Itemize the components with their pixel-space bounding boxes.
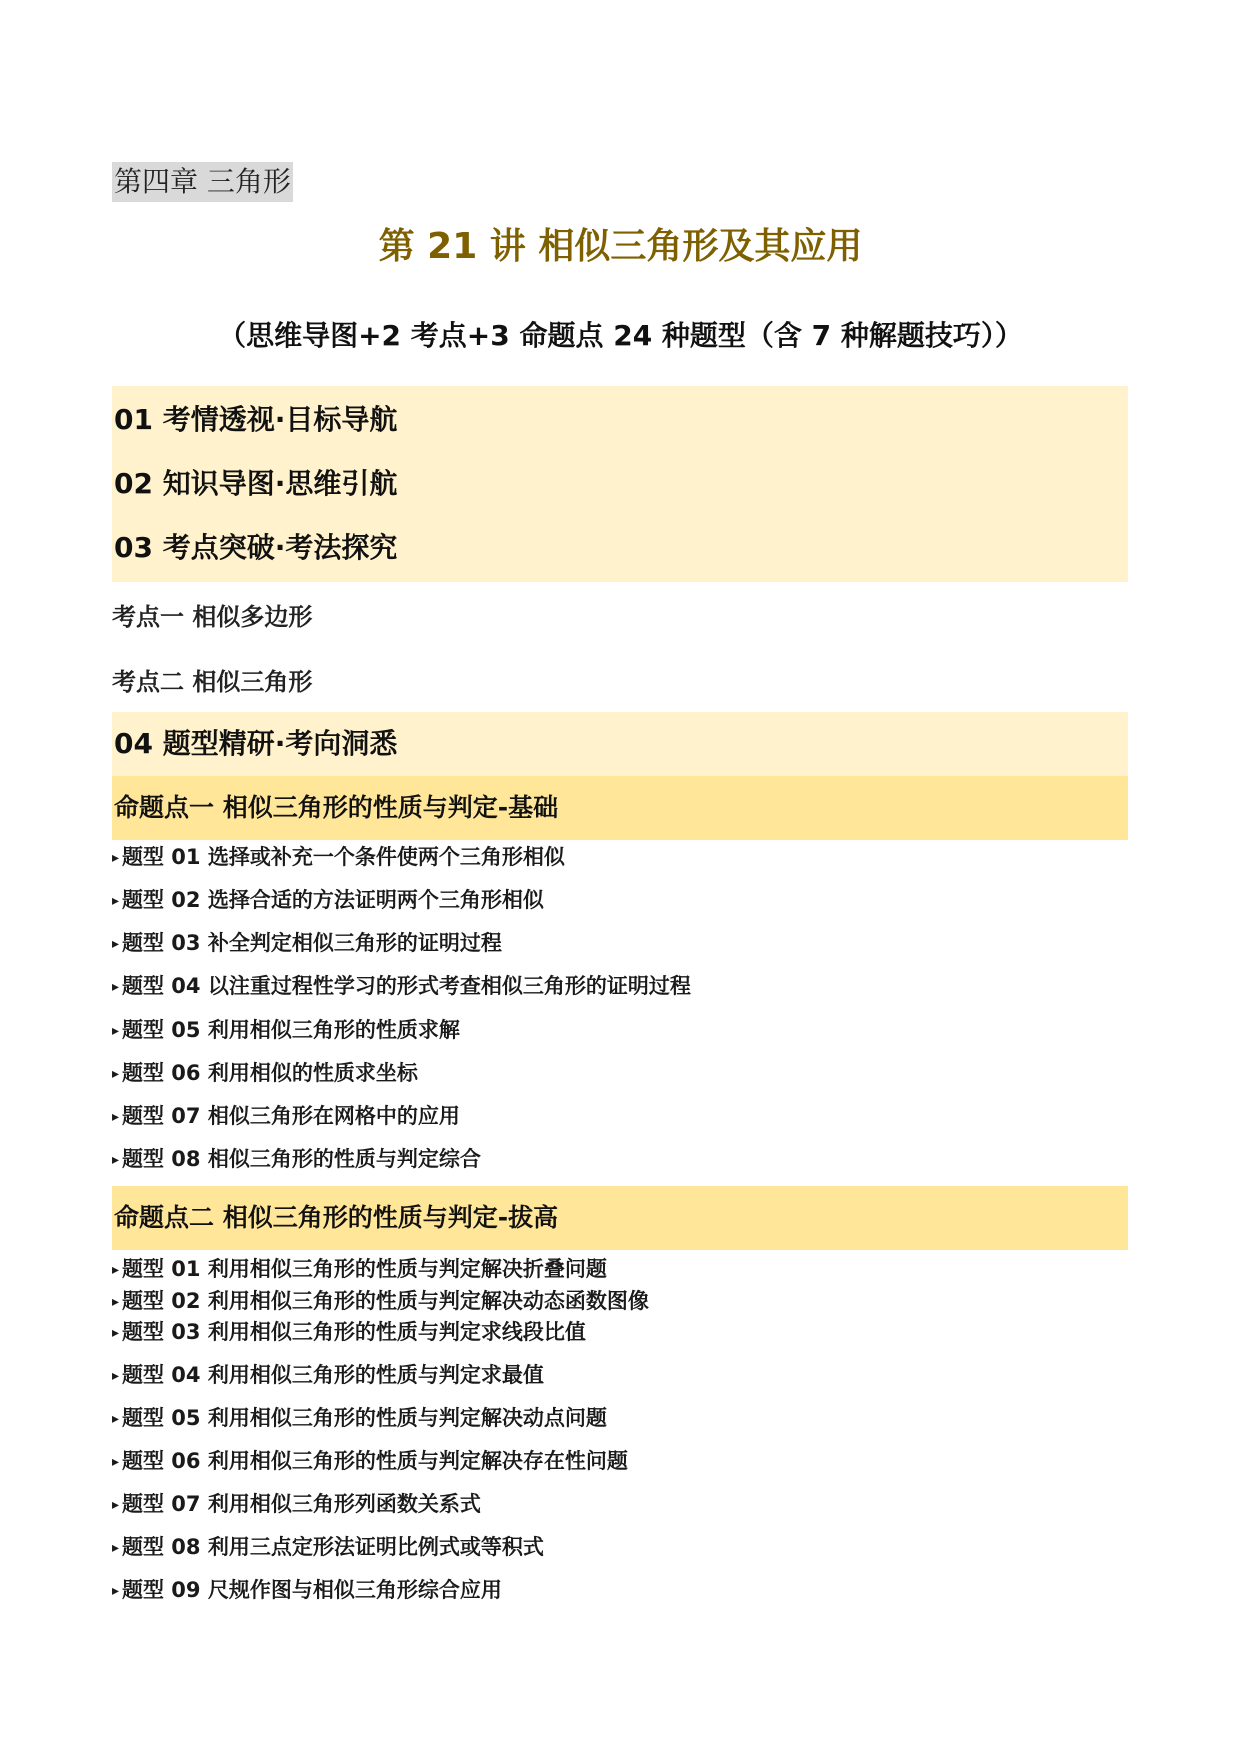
bullet-triangle-icon: ▸ (112, 1325, 120, 1341)
question-type-label: 题型 02 选择合适的方法证明两个三角形相似 (122, 888, 544, 912)
question-type-item[interactable] (112, 1144, 481, 1175)
question-type-item[interactable] (112, 1575, 502, 1606)
question-type-label: 题型 05 利用相似三角形的性质与判定解决动点问题 (122, 1406, 607, 1430)
bullet-triangle-icon: ▸ (112, 1109, 120, 1125)
question-type-label: 题型 03 利用相似三角形的性质与判定求线段比值 (122, 1320, 586, 1344)
bullet-triangle-icon: ▸ (112, 1454, 120, 1470)
bullet-triangle-icon: ▸ (112, 1368, 120, 1384)
question-type-label: 题型 01 选择或补充一个条件使两个三角形相似 (122, 845, 565, 869)
section-01[interactable]: 01 考情透视·目标导航 (114, 403, 398, 436)
question-type-item[interactable] (112, 928, 502, 959)
section-03[interactable]: 03 考点突破·考法探究 (114, 531, 398, 564)
section-04-band (112, 712, 1128, 776)
question-type-label: 题型 06 利用相似三角形的性质与判定解决存在性问题 (122, 1449, 628, 1473)
question-type-item[interactable] (112, 1254, 607, 1285)
section-04[interactable]: 04 题型精研·考向洞悉 (114, 727, 398, 760)
bullet-triangle-icon: ▸ (112, 1411, 120, 1427)
question-type-item[interactable] (112, 842, 565, 873)
question-type-label: 题型 01 利用相似三角形的性质与判定解决折叠问题 (122, 1257, 607, 1281)
section-02[interactable]: 02 知识导图·思维引航 (114, 467, 398, 500)
overview-sections-band (112, 386, 1128, 582)
question-type-label: 题型 04 以注重过程性学习的形式考查相似三角形的证明过程 (122, 974, 691, 998)
question-type-item[interactable] (112, 1101, 460, 1132)
question-type-item[interactable] (112, 1403, 607, 1434)
bullet-triangle-icon: ▸ (112, 1540, 120, 1556)
bullet-triangle-icon: ▸ (112, 1497, 120, 1513)
question-type-label: 题型 05 利用相似三角形的性质求解 (122, 1018, 460, 1042)
bullet-triangle-icon: ▸ (112, 1066, 120, 1082)
question-type-label: 题型 08 利用三点定形法证明比例式或等积式 (122, 1535, 544, 1559)
question-type-label: 题型 03 补全判定相似三角形的证明过程 (122, 931, 502, 955)
bullet-triangle-icon: ▸ (112, 1262, 120, 1278)
question-type-item[interactable] (112, 1532, 544, 1563)
mingti-2-heading[interactable]: 命题点二 相似三角形的性质与判定-拔高 (112, 1186, 1128, 1250)
lecture-subtitle: （思维导图+2 考点+3 命题点 24 种题型（含 7 种解题技巧）） (218, 319, 1023, 352)
question-type-item[interactable] (112, 1286, 649, 1317)
lecture-title: 第 21 讲 相似三角形及其应用 (378, 226, 863, 267)
bullet-triangle-icon: ▸ (112, 1294, 120, 1310)
bullet-triangle-icon: ▸ (112, 936, 120, 952)
question-type-label: 题型 08 相似三角形的性质与判定综合 (122, 1147, 481, 1171)
chapter-label: 第四章 三角形 (112, 162, 293, 202)
question-type-label: 题型 07 利用相似三角形列函数关系式 (122, 1492, 481, 1516)
kaodian-2[interactable]: 考点二 相似三角形 (112, 668, 313, 696)
question-type-item[interactable] (112, 1360, 544, 1391)
question-type-item[interactable] (112, 1015, 460, 1046)
question-type-label: 题型 07 相似三角形在网格中的应用 (122, 1104, 460, 1128)
question-type-item[interactable] (112, 1446, 628, 1477)
question-type-label: 题型 04 利用相似三角形的性质与判定求最值 (122, 1363, 544, 1387)
question-type-label: 题型 02 利用相似三角形的性质与判定解决动态函数图像 (122, 1289, 649, 1313)
bullet-triangle-icon: ▸ (112, 1583, 120, 1599)
bullet-triangle-icon: ▸ (112, 1152, 120, 1168)
bullet-triangle-icon: ▸ (112, 1023, 120, 1039)
question-type-item[interactable] (112, 1489, 481, 1520)
question-type-item[interactable] (112, 885, 544, 916)
question-type-label: 题型 06 利用相似的性质求坐标 (122, 1061, 418, 1085)
mingti-1-heading[interactable]: 命题点一 相似三角形的性质与判定-基础 (112, 776, 1128, 840)
kaodian-1[interactable]: 考点一 相似多边形 (112, 603, 313, 631)
bullet-triangle-icon: ▸ (112, 850, 120, 866)
question-type-item[interactable] (112, 971, 691, 1002)
question-type-item[interactable] (112, 1058, 418, 1089)
bullet-triangle-icon: ▸ (112, 979, 120, 995)
bullet-triangle-icon: ▸ (112, 893, 120, 909)
question-type-label: 题型 09 尺规作图与相似三角形综合应用 (122, 1578, 502, 1602)
question-type-item[interactable] (112, 1317, 586, 1348)
